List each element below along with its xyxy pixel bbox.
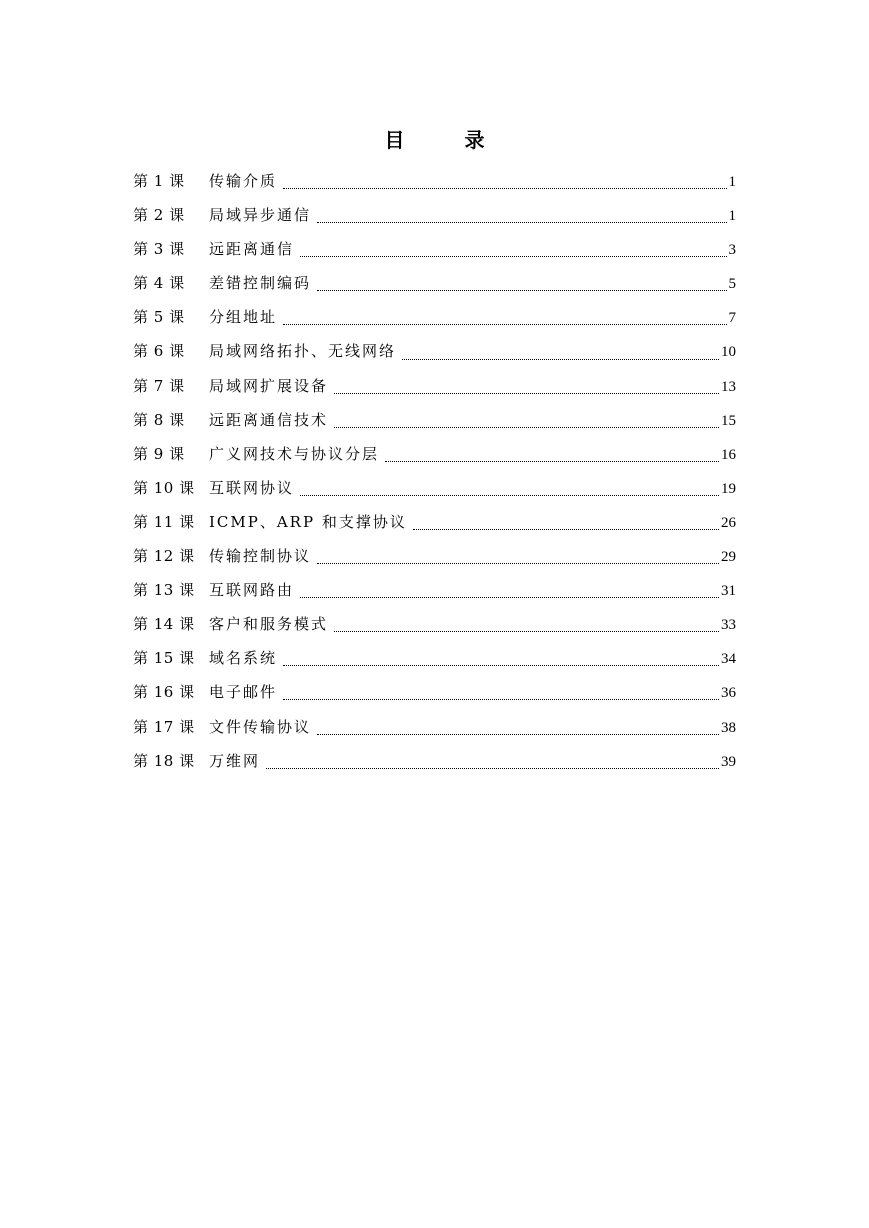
page-number: 39 <box>721 753 736 770</box>
dot-leader <box>334 414 719 432</box>
toc-entry <box>133 235 736 269</box>
toc-entry <box>133 337 736 371</box>
lesson-title: 域名系统 <box>209 649 278 668</box>
lesson-title: 广义网技术与协议分层 <box>209 444 380 463</box>
toc-entry <box>133 372 736 406</box>
dot-leader <box>334 380 719 398</box>
lesson-number: 第 5 课 <box>133 308 185 327</box>
lesson-number: 第 13 课 <box>133 581 195 600</box>
lesson-number: 第 16 课 <box>133 683 195 702</box>
lesson-number: 第 3 课 <box>133 240 185 259</box>
lesson-title: 远距离通信 <box>209 240 295 259</box>
lesson-number: 第 15 课 <box>133 649 195 668</box>
lesson-number: 第 17 课 <box>133 717 195 736</box>
toc-entry <box>133 406 736 440</box>
toc-entry <box>133 474 736 508</box>
lesson-number: 第 7 课 <box>133 376 185 395</box>
dot-leader <box>385 448 719 466</box>
lesson-title: 客户和服务模式 <box>209 615 329 634</box>
dot-leader <box>300 584 719 602</box>
dot-leader <box>283 686 719 704</box>
dot-leader <box>317 721 719 739</box>
lesson-title: 远距离通信技术 <box>209 410 329 429</box>
toc-entry <box>133 508 736 542</box>
lesson-number: 第 10 课 <box>133 478 195 497</box>
lesson-number: 第 6 课 <box>133 342 185 361</box>
lesson-title: ICMP、ARP 和支撑协议 <box>209 512 407 531</box>
lesson-title: 文件传输协议 <box>209 717 312 736</box>
page-number: 29 <box>721 549 736 566</box>
toc-entry <box>133 747 736 781</box>
dot-leader <box>317 209 726 227</box>
page-number: 1 <box>728 174 736 190</box>
lesson-number: 第 18 课 <box>133 751 195 770</box>
toc-entry <box>133 576 736 610</box>
lesson-title: 传输介质 <box>209 172 278 190</box>
lesson-title: 局域网扩展设备 <box>209 376 329 395</box>
toc-entry <box>133 440 736 474</box>
lesson-number: 第 9 课 <box>133 444 185 463</box>
page-number: 10 <box>721 344 736 361</box>
page-number: 26 <box>721 514 736 531</box>
toc-list <box>133 167 736 781</box>
lesson-number: 第 14 课 <box>133 615 195 634</box>
lesson-title: 互联网协议 <box>209 478 295 497</box>
toc-entry <box>133 610 736 644</box>
dot-leader <box>283 652 719 670</box>
toc-entry <box>133 542 736 576</box>
lesson-number: 第 11 课 <box>133 512 195 531</box>
page-number: 3 <box>728 242 736 259</box>
lesson-title: 局域异步通信 <box>209 206 312 225</box>
dot-leader <box>283 311 726 329</box>
page-number: 7 <box>728 310 736 327</box>
toc-entry <box>133 713 736 747</box>
toc-entry <box>133 644 736 678</box>
lesson-number: 第 12 课 <box>133 547 195 566</box>
toc-entry <box>133 678 736 712</box>
toc-entry <box>133 201 736 235</box>
lesson-number: 第 1 课 <box>133 172 185 190</box>
toc-title: 目 录 <box>384 128 505 152</box>
lesson-number: 第 2 课 <box>133 206 185 225</box>
lesson-number: 第 8 课 <box>133 410 185 429</box>
dot-leader <box>317 550 719 568</box>
dot-leader <box>300 482 719 500</box>
page-number: 15 <box>721 412 736 429</box>
dot-leader <box>317 277 726 295</box>
lesson-title: 差错控制编码 <box>209 274 312 293</box>
page-number: 36 <box>721 685 736 702</box>
lesson-title: 局域网络拓扑、无线网络 <box>209 342 397 361</box>
lesson-title: 电子邮件 <box>209 683 278 702</box>
dot-leader <box>402 346 719 364</box>
lesson-title: 互联网路由 <box>209 581 295 600</box>
dot-leader <box>300 243 726 261</box>
page-number: 1 <box>728 208 736 225</box>
lesson-number: 第 4 课 <box>133 274 185 293</box>
page-number: 13 <box>721 378 736 395</box>
page-number: 33 <box>721 617 736 634</box>
lesson-title: 传输控制协议 <box>209 547 312 566</box>
page-number: 31 <box>721 583 736 600</box>
toc-entry <box>133 303 736 337</box>
lesson-title: 分组地址 <box>209 308 278 327</box>
page-number: 5 <box>728 276 736 293</box>
toc-entry <box>133 167 736 201</box>
page-number: 38 <box>721 719 736 736</box>
dot-leader <box>266 755 719 773</box>
dot-leader <box>283 175 726 193</box>
page-number: 34 <box>721 651 736 668</box>
toc-entry <box>133 269 736 303</box>
page-number: 19 <box>721 480 736 497</box>
dot-leader <box>334 618 719 636</box>
lesson-title: 万维网 <box>209 751 261 770</box>
page-number: 16 <box>721 446 736 463</box>
dot-leader <box>413 516 719 534</box>
